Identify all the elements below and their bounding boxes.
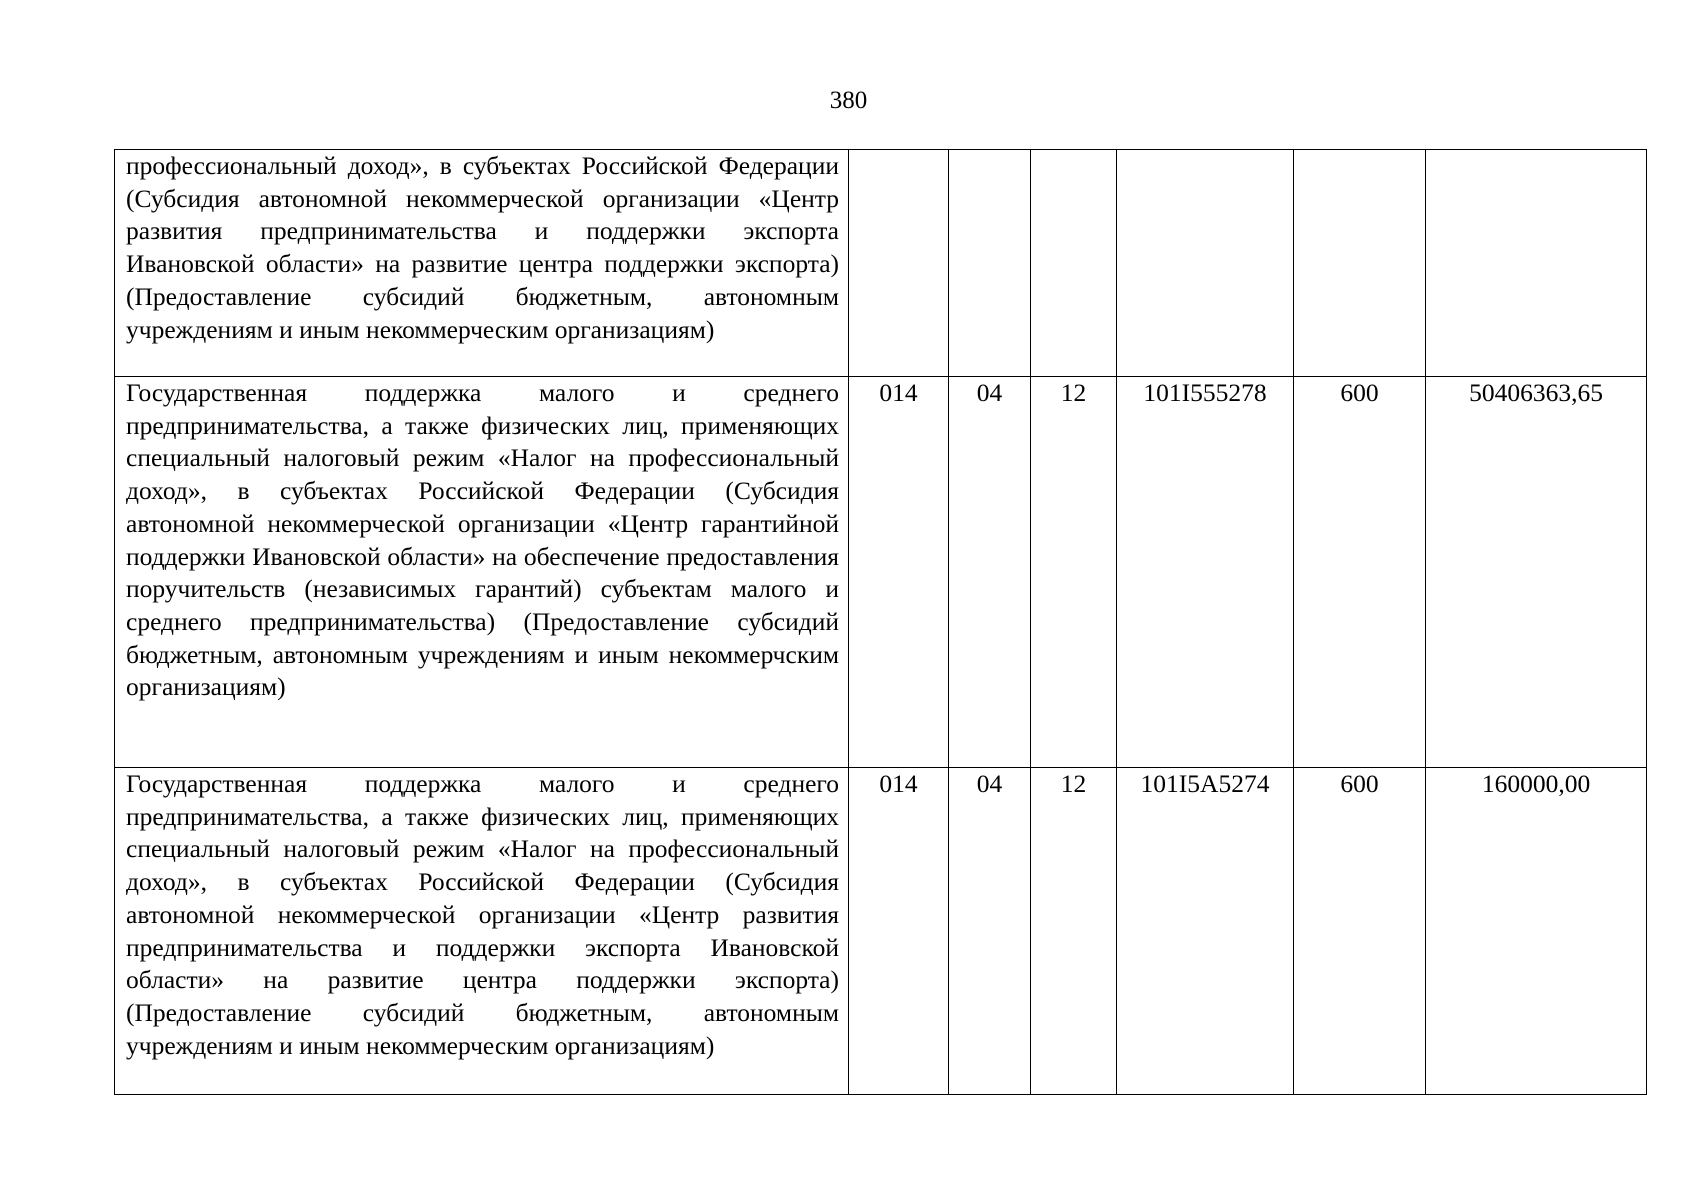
table-row (115, 377, 1647, 768)
table-row (115, 768, 1647, 1095)
expense-type-cell: 600 (1294, 377, 1426, 768)
amount-cell: 50406363,65 (1426, 377, 1647, 768)
subsection-code-cell (1031, 150, 1117, 377)
description-text: Государственная поддержка малого и среднего предпринимательства, а также физических лиц, применяющих специальный налоговый режим «Налог на профессиональный доход», в субъектах Российской Федерации (Субсидия автономной некоммерческой организации «Центр гарантийной поддержки Ивановской области» на обеспечение предоставления поручительств (независимых гарантий) субъектам малого и среднего предпринимательства) (Предоставление субсидий бюджетным, автономным учреждениям и иным некоммерчским организациям) (126, 378, 839, 702)
table-row (115, 150, 1647, 377)
section-code-cell: 04 (949, 768, 1031, 1095)
target-article-cell: 101I5A5274 (1117, 768, 1294, 1095)
amount-cell (1426, 150, 1647, 377)
expense-type-cell (1294, 150, 1426, 377)
ministry-code-cell: 014 (849, 768, 949, 1095)
description-text: Государственная поддержка малого и среднего предпринимательства, а также физических лиц, применяющих специальный налоговый режим «Налог на профессиональный доход», в субъектах Российской Федерации (Субсидия автономной некоммерческой организации «Центр развития предпринимательства и поддержки экспорта Ивановской области» на развитие центра поддержки экспорта) (Предоставление субсидий бюджетным, автономным учреждениям и иным некоммерческим организациям) (126, 769, 839, 1060)
subsection-code-cell: 12 (1031, 377, 1117, 768)
section-code-cell: 04 (949, 377, 1031, 768)
page-number: 380 (829, 87, 868, 114)
subsection-code-cell: 12 (1031, 768, 1117, 1095)
description-cell (115, 377, 849, 768)
target-article-cell (1117, 150, 1294, 377)
ministry-code-cell: 014 (849, 377, 949, 768)
amount-cell: 160000,00 (1426, 768, 1647, 1095)
budget-table (114, 149, 1647, 1095)
target-article-cell: 101I555278 (1117, 377, 1294, 768)
expense-type-cell: 600 (1294, 768, 1426, 1095)
description-cell (115, 150, 849, 377)
description-cell (115, 768, 849, 1095)
ministry-code-cell (849, 150, 949, 377)
description-text: профессиональный доход», в субъектах Российской Федерации (Субсидия автономной некоммерческой организации «Центр развития предпринимательства и поддержки экспорта Ивановской области» на развитие центра поддержки экспорта) (Предоставление субсидий бюджетным, автономным учреждениям и иным некоммерческим организациям) (126, 151, 839, 344)
section-code-cell (949, 150, 1031, 377)
